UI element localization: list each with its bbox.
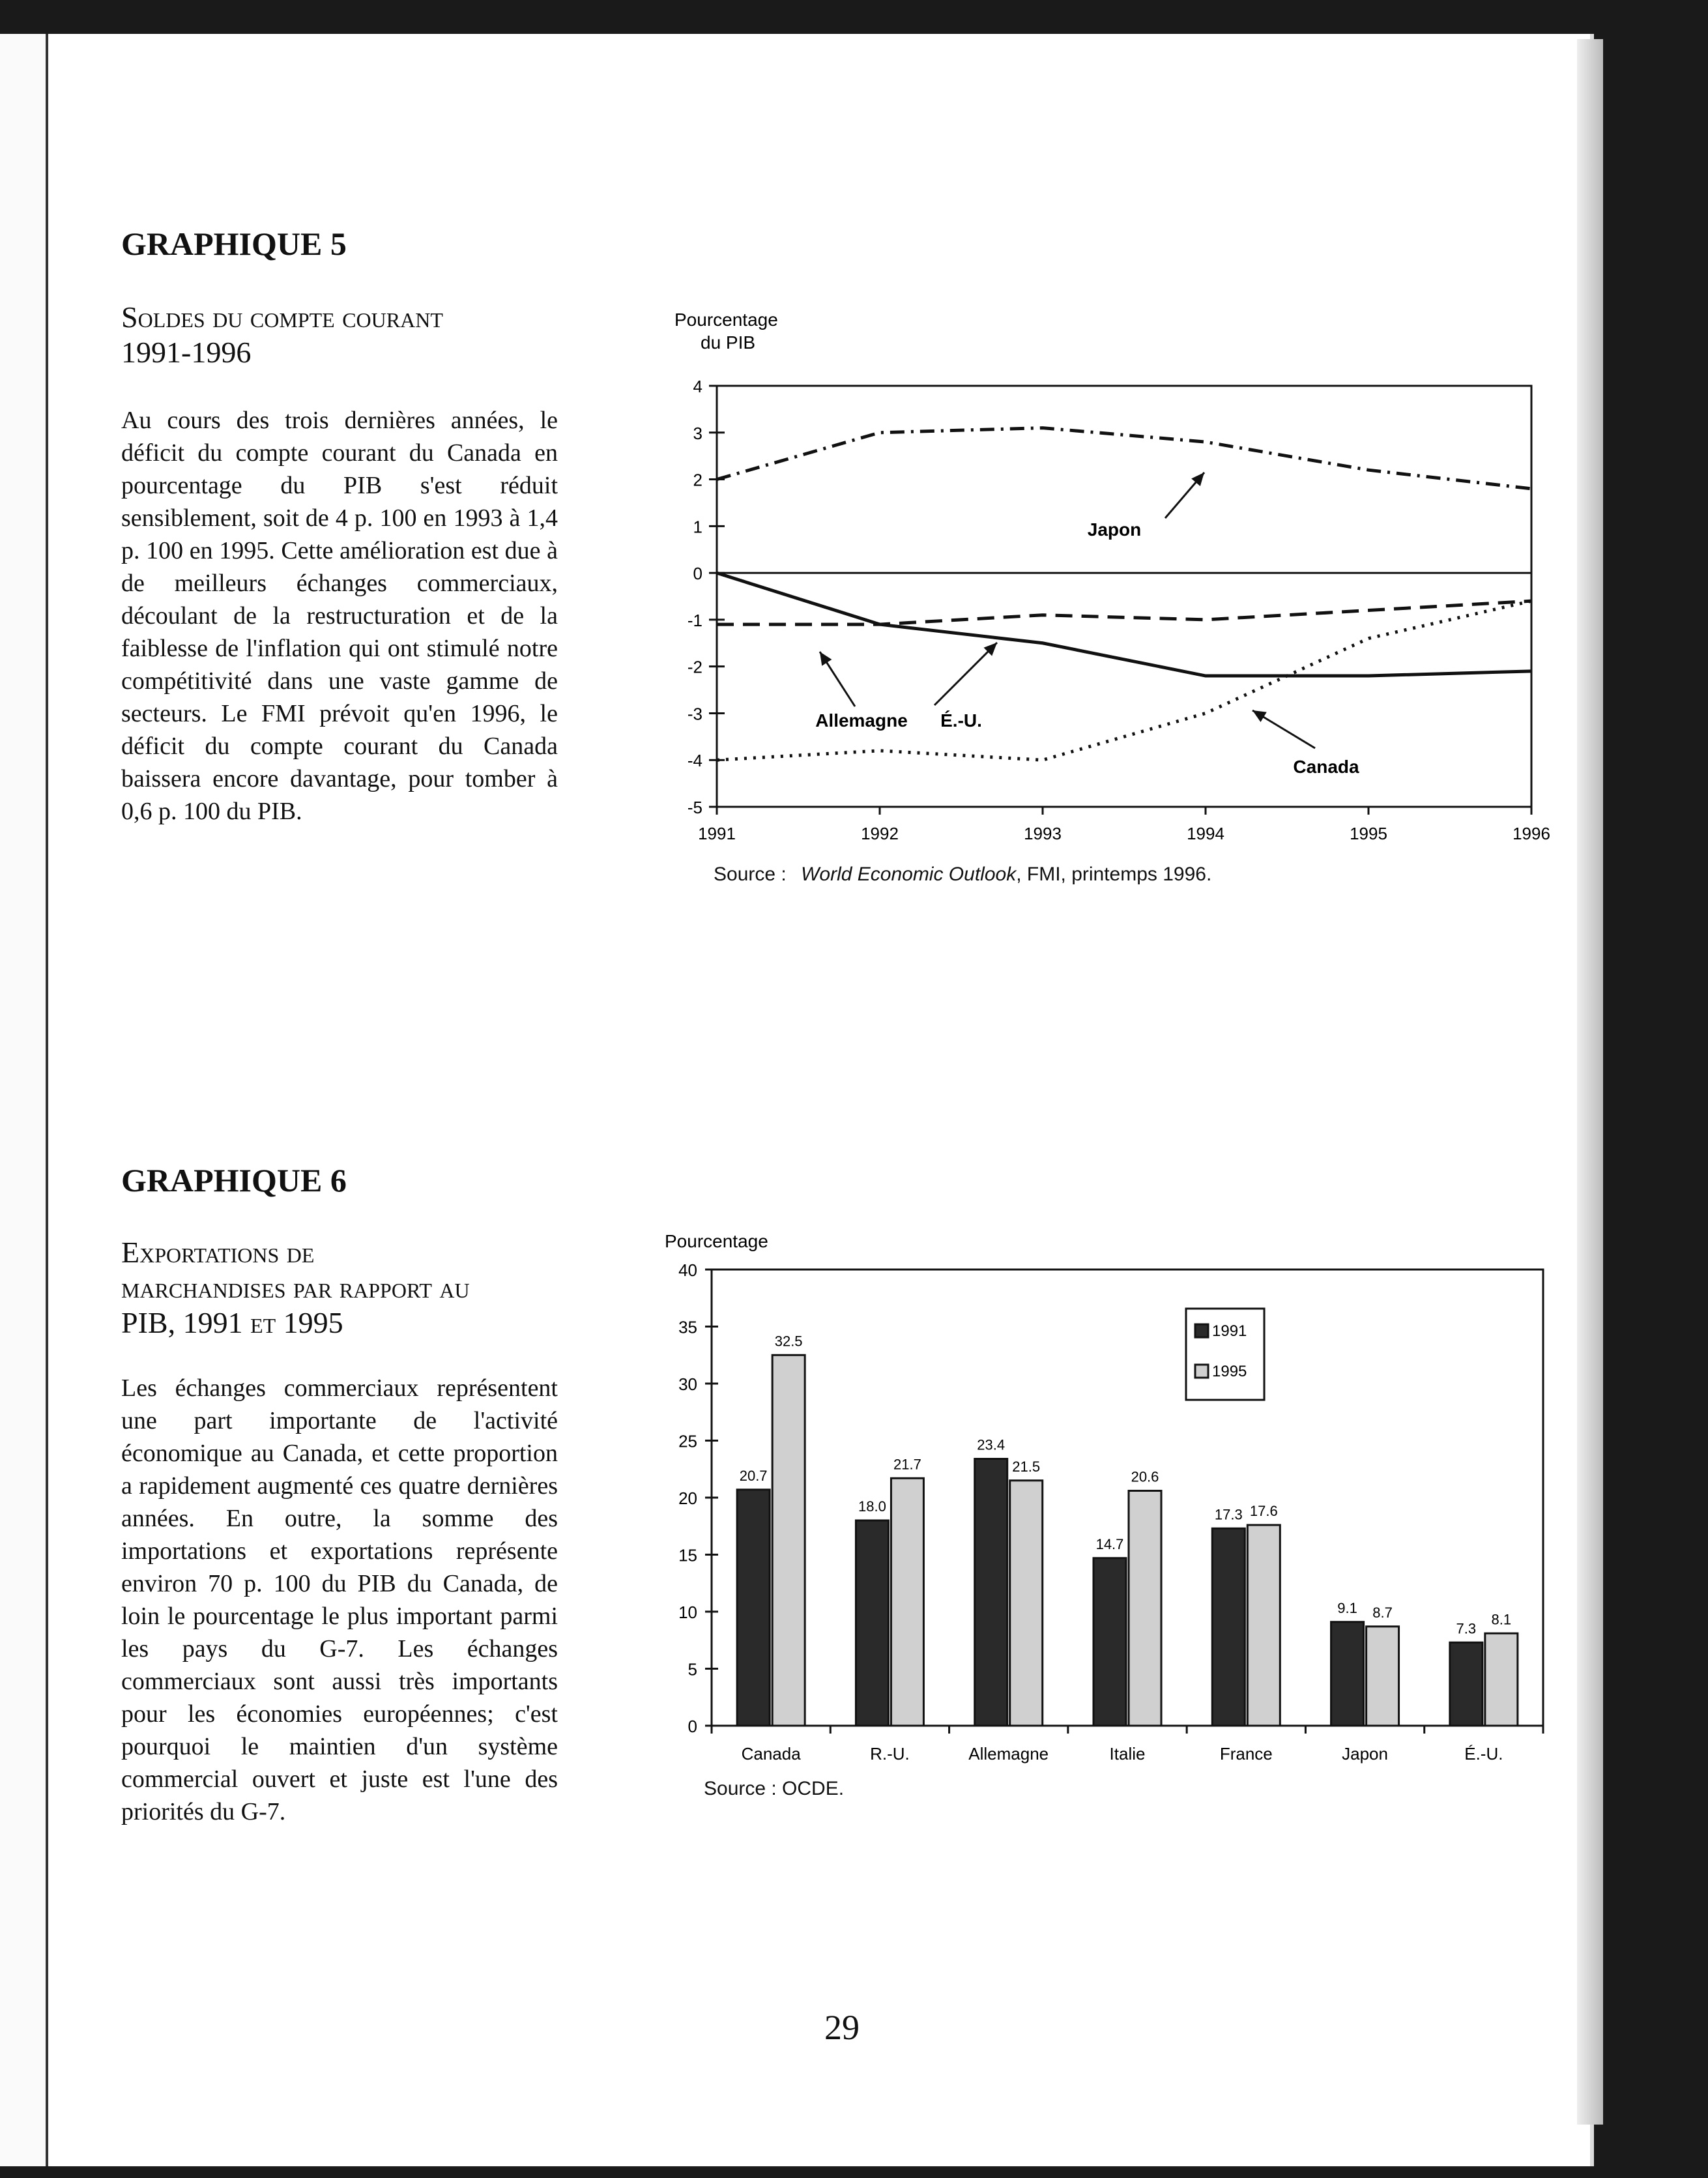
chart6-category-label: Japon [1342, 1744, 1388, 1764]
chart5-xtick-label: 1993 [1024, 824, 1062, 843]
chart6-ytick-label: 35 [678, 1317, 697, 1337]
chart5-annotation-arrow [934, 643, 997, 705]
chart6-bar-1991 [1093, 1558, 1126, 1726]
chart5-source [714, 864, 1211, 886]
chart6-bar-1991 [975, 1459, 1007, 1726]
chart6-bar-1995 [891, 1478, 923, 1726]
chart6-category-label: Canada [741, 1744, 801, 1764]
chart5-source-title: World Economic Outlook [801, 864, 1017, 885]
chart6-bar-value-label: 17.3 [1214, 1506, 1243, 1523]
chart6-bar-value-label: 32.5 [774, 1333, 803, 1350]
chart6-bar-value-label: 23.4 [977, 1436, 1006, 1453]
chart6-bar-1995 [772, 1355, 805, 1726]
graphique6-subtitle-line3: PIB, 1991 et 1995 [121, 1306, 343, 1339]
graphique6-subtitle-line1: Exportations de [121, 1236, 315, 1269]
chart6-bar-value-label: 8.7 [1372, 1604, 1393, 1621]
chart5-series-label: Allemagne [815, 710, 908, 731]
chart5-ytick-label: 4 [693, 377, 702, 396]
chart6-bar-value-label: 21.5 [1012, 1458, 1041, 1475]
chart6-ylabel: Pourcentage [665, 1231, 768, 1251]
chart6-legend-swatch [1195, 1324, 1208, 1337]
chart6-category-label: Allemagne [968, 1744, 1049, 1764]
chart6-plot-frame [712, 1270, 1543, 1726]
chart6-legend-label: 1991 [1212, 1322, 1247, 1340]
chart6-bar-value-label: 9.1 [1337, 1599, 1357, 1616]
graphique6-heading: GRAPHIQUE 6 [121, 1162, 347, 1198]
chart6-bar-1995 [1367, 1627, 1399, 1726]
chart6-ytick-label: 10 [678, 1603, 697, 1622]
chart5-source-suffix: , FMI, printemps 1996. [1016, 864, 1212, 885]
chart5-xtick-label: 1995 [1350, 824, 1387, 843]
chart6-legend [1186, 1309, 1264, 1400]
graphique5-paragraph: Au cours des trois dernières années, le déficit du compte courant du Canada en pourcentage du PIB s'est réduit sensiblement, soit de 4 p. 100 en 1993 à 1,4 p. 100 en 1995. Cette amélioration est due à de meilleurs échanges commerciaux, découlant de la restructuration et de la faiblesse de l'inflation qui ont stimulé notre compétitivité dans une vaste gamme de secteurs. Le FMI prévoit qu'en 1996, le déficit du compte courant du Canada baissera encore davantage, pour tomber à 0,6 p. 100 du PIB. [121, 407, 558, 825]
chart6-bar-value-label: 8.1 [1491, 1611, 1512, 1628]
chart6-category-label: R.-U. [870, 1744, 910, 1764]
chart6-bar-value-label: 18.0 [858, 1498, 886, 1515]
chart6-bar-value-label: 20.6 [1131, 1468, 1159, 1485]
chart6-category-label: France [1219, 1744, 1273, 1764]
chart5-xtick-label: 1996 [1513, 824, 1550, 843]
chart6-ytick-label: 40 [678, 1260, 697, 1280]
chart6-ytick-label: 15 [678, 1545, 697, 1565]
graphique6-paragraph: Les échanges commerciaux représentent une part importante de l'activité économique au Canada, et cette proportion a rapidement augmenté ces quatre dernières années. En outre, la somme des importations et exportations représente environ 70 p. 100 du PIB du Canada, de loin le pourcentage le plus important parmi les pays du G-7. Les échanges commerciaux sont aussi très importants pour les économies européennes; c'est pourquoi le maintien d'un système commercial ouvert et juste est l'une des priorités du G-7. [121, 1374, 558, 1825]
chart5-series-label: Canada [1293, 757, 1359, 777]
chart5-series-line [717, 428, 1531, 489]
chart6-legend-swatch [1195, 1365, 1208, 1378]
chart6-ytick-label: 25 [678, 1431, 697, 1451]
chart5-annotation-arrowhead [820, 652, 832, 666]
chart5-xtick-label: 1992 [861, 824, 899, 843]
chart5-ytick-label: -5 [687, 798, 702, 817]
page-left-edge [0, 34, 48, 2166]
chart6-ytick-label: 20 [678, 1488, 697, 1508]
chart5-ylabel-line1: Pourcentage [674, 310, 778, 330]
chart5-ytick-label: -2 [687, 657, 702, 677]
chart6-bar-value-label: 20.7 [739, 1467, 768, 1484]
chart5-plot-frame [717, 386, 1531, 807]
chart5-ytick-label: -1 [687, 610, 702, 630]
chart6-bar-1995 [1485, 1633, 1518, 1726]
chart6-source: Source : OCDE. [704, 1778, 845, 1799]
chart5-ytick-label: 2 [693, 470, 702, 490]
chart6-bar-1991 [1450, 1642, 1483, 1726]
chart5-series-label: Japon [1087, 519, 1142, 540]
graphique5-subtitle-line2: 1991-1996 [121, 336, 252, 369]
page-number: 29 [824, 2008, 860, 2047]
chart5-ytick-label: -3 [687, 704, 702, 724]
chart6-bar-value-label: 21.7 [893, 1456, 921, 1473]
chart6-bar-1995 [1010, 1481, 1043, 1726]
chart6-bar-value-label: 7.3 [1456, 1620, 1477, 1637]
chart5-ytick-label: 3 [693, 423, 702, 443]
chart5-xtick-label: 1991 [698, 824, 736, 843]
chart6-ytick-label: 5 [688, 1659, 697, 1679]
chart5-xtick-label: 1994 [1187, 824, 1224, 843]
graphique6-subtitle-line2: marchandises par rapport au [121, 1271, 470, 1304]
chart6-bar-1991 [1331, 1622, 1364, 1726]
chart-current-account [652, 306, 1577, 847]
graphique5-subtitle-line1: Soldes du compte courant [121, 300, 443, 334]
graphique5-heading: GRAPHIQUE 5 [121, 225, 347, 262]
chart5-ylabel-line2: du PIB [701, 332, 756, 353]
chart6-bar-1995 [1129, 1491, 1161, 1726]
chart6-bar-1991 [1212, 1528, 1245, 1726]
chart5-ytick-label: 0 [693, 564, 702, 584]
chart5-ytick-label: -4 [687, 751, 702, 771]
chart6-ytick-label: 0 [688, 1717, 697, 1736]
chart5-series-line [717, 573, 1531, 676]
chart5-annotation-arrowhead [1252, 710, 1267, 722]
chart6-bar-value-label: 14.7 [1095, 1535, 1124, 1552]
chart6-category-label: É.-U. [1464, 1744, 1503, 1764]
chart5-ytick-label: 1 [693, 517, 702, 537]
chart5-source-prefix: Source : [714, 864, 787, 885]
chart6-legend-label: 1995 [1212, 1363, 1247, 1380]
chart6-category-label: Italie [1109, 1744, 1146, 1764]
chart-merchandise-exports [652, 1219, 1577, 1779]
chart6-bar-value-label: 17.6 [1249, 1503, 1278, 1519]
chart6-bar-1991 [737, 1490, 770, 1726]
chart6-ytick-label: 30 [678, 1374, 697, 1394]
chart5-series-label: É.-U. [940, 710, 982, 731]
page-right-edge [1577, 39, 1603, 2125]
chart6-bar-1995 [1247, 1525, 1280, 1726]
chart6-bar-1991 [856, 1520, 888, 1726]
